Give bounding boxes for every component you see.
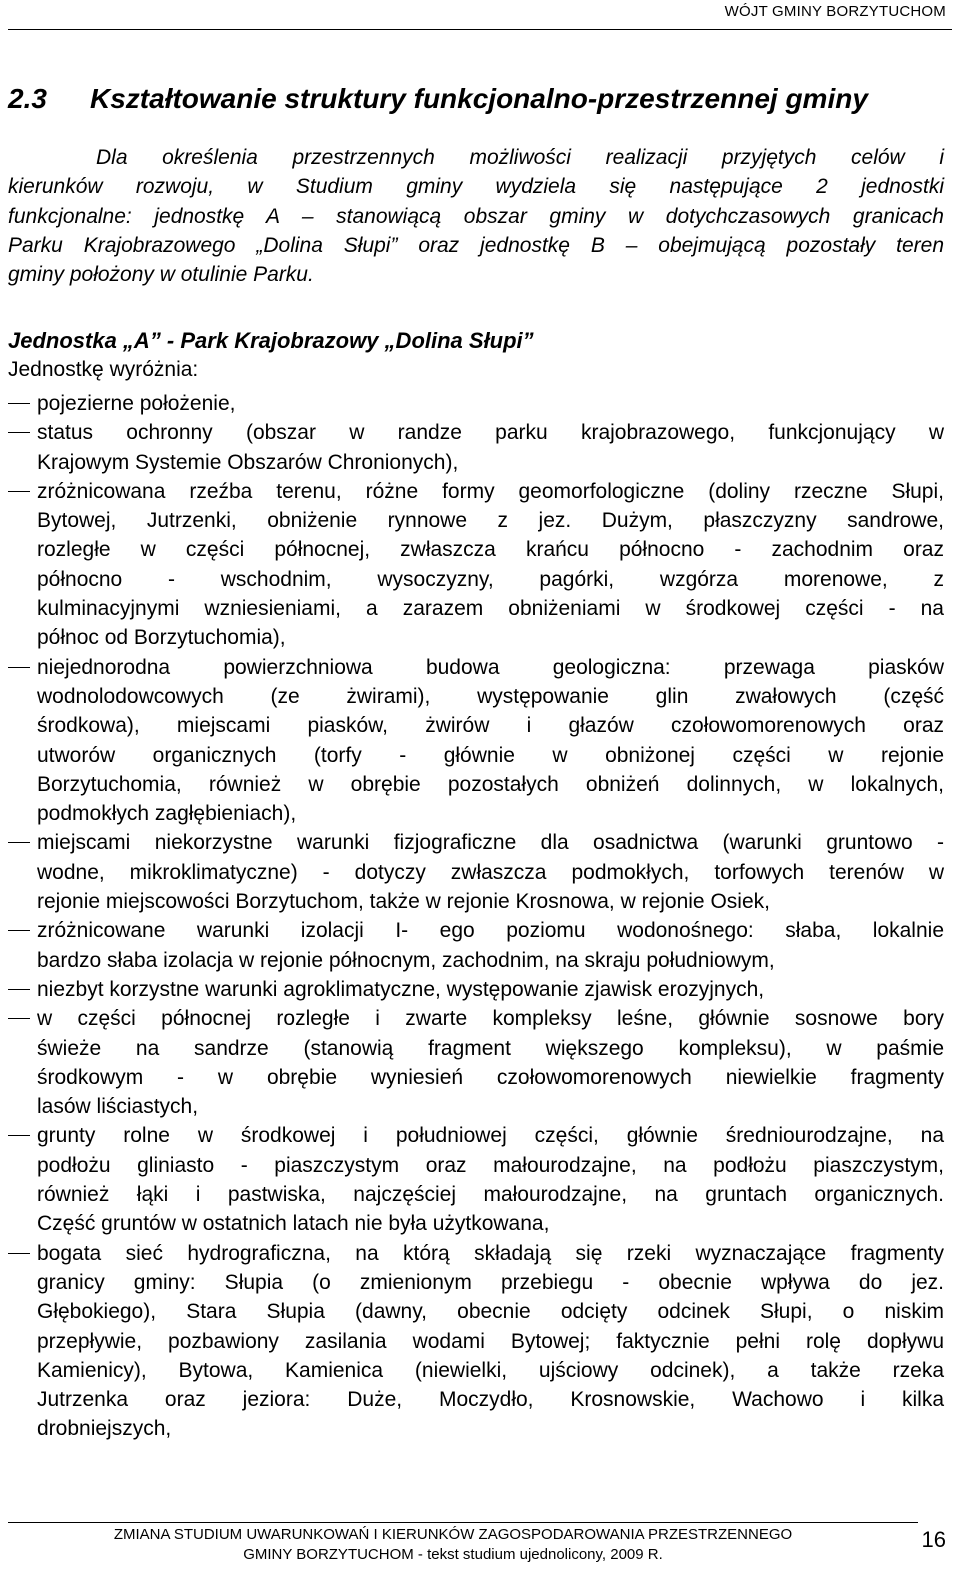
intro-line: gminy położony w otulinie Parku. bbox=[8, 263, 314, 287]
dash-bullet-icon bbox=[8, 491, 30, 492]
feature-line: zróżnicowane warunki izolacji I- ego poziomu wodonośnego: słaba, lokalnie bbox=[37, 919, 944, 943]
dash-bullet-icon bbox=[8, 403, 30, 404]
intro-line: Dla określenia przestrzennych możliwości realizacji przyjętych celów i bbox=[96, 146, 944, 169]
feature-line: lasów liściastych, bbox=[37, 1095, 199, 1119]
feature-line: Kamienicy), Bytowa, Kamienica (niewielki, ujściowy odcinek), a także rzeka bbox=[37, 1358, 944, 1382]
footer-line-1: ZMIANA STUDIUM UWARUNKOWAŃ I KIERUNKÓW ZAGOSPODAROWANIA PRZESTRZENNEGO bbox=[113, 1526, 793, 1543]
intro-line: kierunków rozwoju, w Studium gminy wydziela się następujące 2 jednostki bbox=[8, 175, 944, 199]
dash-bullet-icon bbox=[8, 842, 30, 843]
feature-line: niezbyt korzystne warunki agroklimatyczne, występowanie zjawisk erozyjnych, bbox=[37, 977, 765, 1001]
feature-line: Krajowym Systemie Obszarów Chronionych), bbox=[37, 450, 459, 474]
intro-line: Parku Krajobrazowego „Dolina Słupi” oraz jednostkę B – obejmującą pozostały teren bbox=[8, 233, 944, 257]
feature-list-item bbox=[8, 653, 944, 829]
dash-bullet-icon bbox=[8, 1253, 30, 1254]
feature-line: pojezierne położenie, bbox=[37, 392, 236, 415]
dash-bullet-icon bbox=[8, 1018, 30, 1019]
feature-line: Głębokiego), Stara Słupia (dawny, obecnie odcięty odcinek Słupi, o niskim bbox=[37, 1300, 944, 1324]
feature-list-item bbox=[8, 477, 944, 653]
feature-line: status ochronny (obszar w randze parku krajobrazowego, funkcjonujący w bbox=[37, 421, 944, 445]
feature-line: rejonie miejscowości Borzytuchom, także w rejonie Krosnowa, w rejonie Osiek, bbox=[37, 890, 770, 914]
page-footer bbox=[8, 1525, 898, 1565]
feature-line: miejscami niekorzystne warunki fizjograficzne dla osadnictwa (warunki gruntowo - bbox=[37, 831, 944, 855]
feature-line: niejednorodna powierzchniowa budowa geologiczna: przewaga piasków bbox=[37, 655, 944, 679]
dash-bullet-icon bbox=[8, 1135, 30, 1136]
feature-line: przepływie, pozbawiony zasilania wodami Bytowej; faktycznie pełni rolę dopływu bbox=[37, 1329, 944, 1353]
feature-list-item bbox=[8, 975, 944, 1004]
feature-line: północno - wschodnim, wysoczyzny, pagórki, wzgórza morenowe, z bbox=[37, 567, 944, 591]
feature-line: rozległe w części północnej, zwłaszcza krańcu północno - zachodnim oraz bbox=[37, 538, 944, 562]
feature-line: świeże na sandrze (stanowią fragment większego kompleksu), w paśmie bbox=[37, 1036, 944, 1060]
section-title-text: Kształtowanie struktury funkcjonalno-przestrzennej gminy bbox=[90, 83, 868, 114]
feature-line: wodnolodowcowych (ze żwirami), występowanie glin zwałowych (część bbox=[37, 684, 944, 708]
feature-line: drobniejszych, bbox=[37, 1417, 172, 1441]
feature-line: utworów organicznych (torfy - głównie w obniżonej części w rejonie bbox=[37, 743, 944, 767]
feature-line: podmokłych zagłębieniach), bbox=[37, 802, 297, 826]
feature-line: grunty rolne w środkowej i południowej części, głównie średniourodzajne, na bbox=[37, 1124, 944, 1148]
feature-list-item bbox=[8, 828, 944, 916]
feature-line: zróżnicowana rzeźba terenu, różne formy geomorfologiczne (doliny rzeczne Słupi, bbox=[37, 479, 944, 503]
feature-list-item bbox=[8, 1121, 944, 1238]
feature-list-item bbox=[8, 418, 944, 477]
feature-list-item bbox=[8, 916, 944, 975]
feature-line: Część gruntów w ostatnich latach nie była użytkowana, bbox=[37, 1212, 550, 1236]
dash-bullet-icon bbox=[8, 667, 30, 668]
feature-list-item bbox=[8, 389, 944, 418]
feature-line: północ od Borzytuchomia), bbox=[37, 626, 286, 650]
feature-line: bardzo słaba izolacja w rejonie północnym, zachodnim, na skraju południowym, bbox=[37, 948, 775, 972]
feature-line: Borzytuchomia, również w obrębie pozostałych obniżeń dolinnych, w lokalnych, bbox=[37, 772, 944, 796]
feature-line: Bytowej, Jutrzenki, obniżenie rynnowe z jez. Dużym, płaszczyzny sandrowe, bbox=[37, 509, 944, 533]
page-header bbox=[0, 0, 960, 30]
unit-a-subheading: Jednostkę wyróżnia: bbox=[8, 358, 199, 381]
dash-bullet-icon bbox=[8, 432, 30, 433]
feature-line: kulminacyjnymi wzniesieniami, a zarazem obniżeniami w środkowej części - na bbox=[37, 597, 944, 621]
footer-divider bbox=[8, 1522, 918, 1523]
footer-line-2: GMINY BORZYTUCHOM - tekst studium ujednolicony, 2009 R. bbox=[243, 1546, 663, 1563]
section-title bbox=[8, 83, 868, 115]
feature-line: w części północnej rozległe i zwarte kompleksy leśne, głównie sosnowe bory bbox=[37, 1007, 944, 1031]
feature-line: Jutrzenka oraz jeziora: Duże, Moczydło, Krosnowskie, Wachowo i kilka bbox=[37, 1388, 944, 1412]
dash-bullet-icon bbox=[8, 989, 30, 990]
page-number: 16 bbox=[921, 1527, 946, 1552]
feature-line: środkowa), miejscami piasków, żwirów i głazów czołowomorenowych oraz bbox=[37, 714, 944, 738]
feature-list-item bbox=[8, 1004, 944, 1121]
unit-a-heading: Jednostka „A” - Park Krajobrazowy „Dolina Słupi” bbox=[8, 328, 534, 353]
header-title: WÓJT GMINY BORZYTUCHOM bbox=[724, 3, 946, 20]
feature-line: wodne, mikroklimatyczne) - dotyczy zwłaszcza podmokłych, torfowych terenów w bbox=[37, 860, 944, 884]
intro-paragraph bbox=[8, 143, 944, 289]
feature-line: granicy gminy: Słupia (o zmienionym przebiegu - obecnie wpływa do jez. bbox=[37, 1270, 944, 1294]
feature-list-item bbox=[8, 1239, 944, 1444]
intro-line: funkcjonalne: jednostkę A – stanowiącą obszar gminy w dotychczasowych granicach bbox=[8, 204, 944, 228]
header-divider bbox=[8, 29, 952, 30]
feature-line: podłożu gliniasto - piaszczystym oraz małourodzajne, na podłożu piaszczystym, bbox=[37, 1153, 944, 1177]
feature-line: również łąki i pastwiska, najczęściej małourodzajne, na gruntach organicznych. bbox=[37, 1183, 944, 1207]
feature-line: bogata sieć hydrograficzna, na którą składają się rzeki wyznaczające fragmenty bbox=[37, 1241, 944, 1265]
section-number: 2.3 bbox=[8, 83, 47, 114]
dash-bullet-icon bbox=[8, 930, 30, 931]
feature-list bbox=[8, 389, 944, 1444]
feature-line: środkowym - w obrębie wyniesień czołowomorenowych niewielkie fragmenty bbox=[37, 1065, 944, 1089]
